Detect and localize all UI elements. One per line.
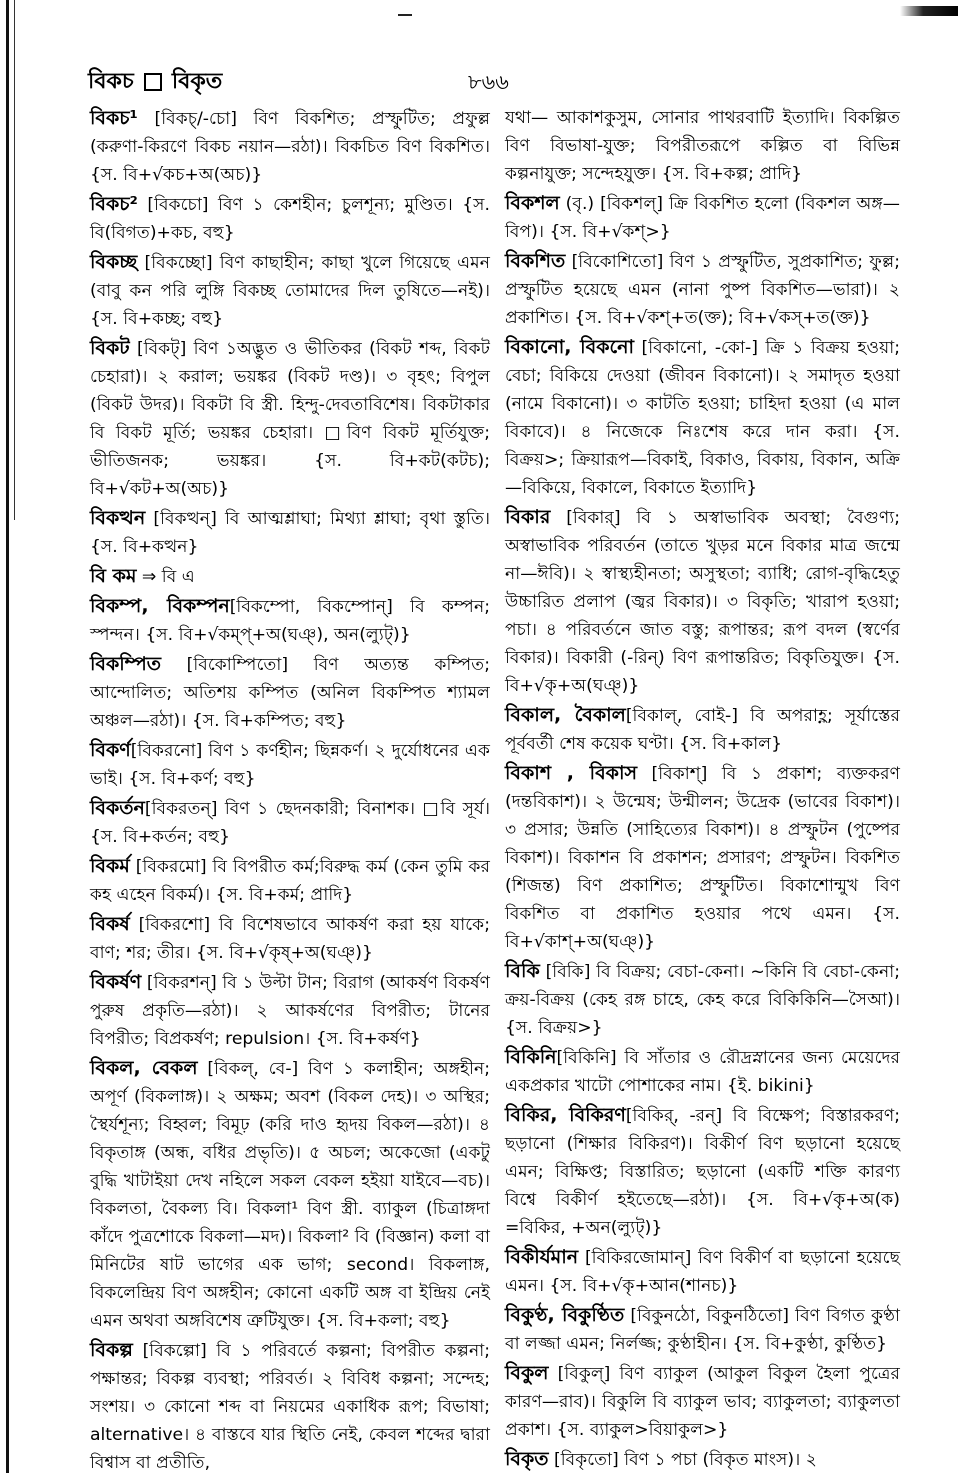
entry-definition: [বিকার্] বি ১ অস্বাভাবিক অবস্থা; বৈগুণ্য; অস্বাভাবিক পরিবর্তন (তাতে খুড়র মনে বিকার মাত্র জন্মে না—ঈবি)। ২ স্বাস্থ্যহীনতা; অসুস্থতা; ব্যাধি; রোগ-বৃদ্ধিহেতু উচ্চারিত প্রলাপ (জ্বর বিকার)। ৩ বিকৃতি; খারাপ হওয়া; পচা। ৪ পরিবর্তনে জাত বস্তু; রূপান্তর; রূপ বদল (স্বর্ণের বিকার)। বিকারী (-রিন্) বিণ রূপান্তরিত; বিকৃতিযুক্ত। {স. বি+√কৃ+অ(ঘঞ্)} <box>505 508 900 696</box>
guide-word-separator-box <box>144 73 162 91</box>
dictionary-entry <box>505 104 900 188</box>
dictionary-entry <box>90 1054 490 1335</box>
dictionary-entry <box>90 1336 490 1477</box>
entry-definition: [বিকরতন্] বিণ ১ ছেদনকারী; বিনাশক। □বি সূর্য। {স. বি+কর্তন; বহু} <box>90 799 490 847</box>
dictionary-entry <box>90 910 490 967</box>
entry-headword: বিকর্ষণ <box>90 971 142 993</box>
dictionary-entry <box>505 1043 900 1100</box>
entry-headword: বিকচ্ছ <box>90 251 138 273</box>
entry-headword: বিকার <box>505 506 551 528</box>
page-left-edge-shadow <box>6 0 9 1473</box>
entry-headword: বিকশল <box>505 192 560 214</box>
entry-definition: [বিকানো, -কো-] ক্রি ১ বিক্রয় হওয়া; বেচা; বিকিয়ে দেওয়া (জীবন বিকানো)। ২ সমাদৃত হওয়া (নামে বিকানো)। ৩ কাটতি হওয়া; চাহিদা হওয়া (এ মাল বিকাবে)। ৪ নিজেকে নিঃশেষ করে দান করা। {স. বিক্রয়>; ক্রিয়ারূপ—বিকাই, বিকাও, বিকায়, বিকান, অক্রি—বিকিয়ে, বিকালে, বিকাতে ইত্যাদি} <box>505 338 901 498</box>
entry-headword: বিকম্প, বিকম্পন <box>90 595 230 617</box>
dictionary-entry <box>505 1243 900 1300</box>
dictionary-entry <box>505 1445 900 1474</box>
running-head <box>88 64 222 101</box>
dictionary-entry <box>505 189 900 246</box>
page-left-edge-line <box>14 0 15 520</box>
entry-definition: [বিকম্পো, বিকম্পোন্] বি কম্পন; স্পন্দন। {স. বি+√কম্প্+অ(ঘঞ্), অন(ল্যুট্)} <box>90 597 490 645</box>
dictionary-entry <box>90 504 490 561</box>
dictionary-entry <box>505 759 900 956</box>
dictionary-entry <box>505 333 900 502</box>
entry-headword: বিকচ² <box>90 193 138 215</box>
entry-headword: বিকল, বেকল <box>90 1057 198 1079</box>
entry-headword: বিকির, বিকিরণ <box>505 1104 626 1126</box>
entry-definition: [বিকরনো] বিণ ১ কর্ণহীন; ছিন্নকর্ণ। ২ দুর্যোধনের এক ভাই। {স. বি+কর্ণ; বহু} <box>90 741 490 789</box>
dictionary-entry <box>90 104 490 189</box>
dictionary-entry <box>505 1359 900 1444</box>
page-top-edge-shadow <box>900 6 958 16</box>
entry-definition: [বিকচো] বিণ ১ কেশহীন; চুলশূন্য; মুণ্ডিত। {স. বি(বিগত)+কচ, বহু} <box>90 195 490 243</box>
entry-definition: [বিকিনি] বি সাঁতার ও রৌদ্রস্নানের জন্য মেয়েদের একপ্রকার খাটো পোশাকের নাম। {ই. bikini} <box>505 1048 900 1096</box>
entry-headword: বিকর্ম <box>90 855 130 877</box>
entry-definition: [বিকোম্পিতো] বিণ অত্যন্ত কম্পিত; আন্দোলিত; অতিশয় কম্পিত (অনিল বিকম্পিত শ্যামল অঞ্চল—রঠা)। {স. বি+কম্পিত; বহু} <box>90 655 490 731</box>
entry-definition: [বিকত্থন্] বি আত্মশ্লাঘা; মিথ্যা শ্লাঘা; বৃথা স্তুতি। {স. বি+কত্থন} <box>90 509 490 557</box>
entry-headword: বিকাল, বৈকাল <box>505 704 626 726</box>
entry-definition: ⇒ বি এ <box>136 567 195 587</box>
dictionary-entry <box>90 650 490 735</box>
dictionary-entry <box>505 503 900 700</box>
entry-headword: বিকীর্যমান <box>505 1246 579 1268</box>
entry-headword: বিকত্থন <box>90 507 146 529</box>
dictionary-entry <box>90 736 490 793</box>
entry-headword: বিকানো, বিকনো <box>505 336 634 358</box>
entry-headword: বিকট <box>90 337 130 359</box>
dictionary-entry <box>90 334 490 503</box>
entry-definition: [বিকল্পো] বি ১ পরিবর্তে কল্পনা; বিপরীত কল্পনা; পক্ষান্তর; বিকল্প ব্যবস্থা; পরিবর্ত। ২ বিবিধ কল্পনা; সন্দেহ; সংশয়। ৩ কোনো শব্দ বা নিয়মের একাধিক রূপ; বিভাষা; alternative। ৪ বাস্তবে যার স্থিতি নেই, কেবল শব্দের দ্বারা বিশ্বাস বা প্রতীতি, <box>90 1341 490 1473</box>
entry-headword: বিকুণ্ঠ, বিকুণ্ঠিত <box>505 1304 625 1326</box>
entry-definition: [বিকরমো] বি বিপরীত কর্ম;বিরুদ্ধ কর্ম (কেন তুমি কর কহ এহেন বিকর্ম)। {স. বি+কর্ম; প্রাদি} <box>90 857 490 905</box>
entry-definition: [বিকুল্] বিণ ব্যাকুল (আকুল বিকুল হৈলা পুত্রের কারণ—রাব)। বিকুলি বি ব্যাকুল ভাব; ব্যাকুলতা; ব্যাকুলতা প্রকাশ। {স. ব্যাকুল>বিয়াকুল>} <box>505 1364 900 1440</box>
dictionary-entry <box>90 190 490 247</box>
entry-headword: বিকর্ণ <box>90 739 131 761</box>
entry-definition: [বিকরশন্] বি ১ উল্টা টান; বিরাগ (আকর্ষণ বিকর্ষণ পুরুষ প্রকৃতি—রঠা)। ২ আকর্ষণের বিপরীত; টানের বিপরীত; বিপ্রকর্ষণ; repulsion। {স. বি+কর্ষণ} <box>90 973 490 1049</box>
left-column <box>90 104 490 1478</box>
entry-definition: [বিকচ্ছো] বিণ কাছাহীন; কাছা খুলে গিয়েছে এমন (বাবু কন পরি লুঙ্গি বিকচ্ছ তোমাদের দিল তুষিতে—নই)। {স. বি+কচ্ছ; বহু} <box>90 253 490 329</box>
entry-definition: (বৃ.) [বিকশল্] ক্রি বিকশিত হলো (বিকশল অঙ্গ—বিপ)। {স. বি+√কশ্>} <box>505 194 900 242</box>
dictionary-entry <box>90 562 490 591</box>
page-number: ৮৬৬ <box>468 70 509 94</box>
dictionary-entry <box>90 248 490 333</box>
entry-headword: বিকিনি <box>505 1046 557 1068</box>
entry-definition: [বিকল্, বে-] বিণ ১ কলাহীন; অঙ্গহীন; অপূর্ণ (বিকলাঙ্গ)। ২ অক্ষম; অবশ (বিকল দেহ)। ৩ অস্থির; স্থৈর্যশূন্য; বিহ্বল; বিমূঢ় (করি দাও হৃদয় বিকল—রঠা)। ৪ বিকৃতাঙ্গ (অন্ধ, বধির প্রভৃতি)। ৫ অচল; অকেজো (একটু বুদ্ধি খাটাইয়া দেখ নহিলে সকল বেকল হইয়া যাইবে—বচ)। বিকলতা, বৈকল্য বি। বিকলা¹ বিণ স্ত্রী. ব্যাকুল (চিত্রাঙ্গদা কাঁদে পুত্রশোকে বিকলা—মদ)। বিকলা² বি (বিজ্ঞান) কলা বা মিনিটের ষাট ভাগের এক ভাগ; second। বিকলাঙ্গ, বিকলেন্দ্রিয় বিণ অঙ্গহীন; কোনো একটি অঙ্গ বা ইন্দ্রিয় নেই এমন অথবা অঙ্গবিশেষ ত্রুটিযুক্ত। {স. বি+কলা; বহু} <box>90 1059 490 1331</box>
entry-headword: বিকর্তন <box>90 797 145 819</box>
entry-definition: [বিকোশিতো] বিণ ১ প্রস্ফুটিত, সুপ্রকাশিত; ফুল্ল; প্রস্ফুটিত হয়েছে এমন (নানা পুষ্প বিকশিত—ভারা)। ২ প্রকাশিত। {স. বি+√কশ্+ত(ক্ত); বি+√কস্+ত(ক্ত)} <box>505 252 900 328</box>
entry-headword: বিকি <box>505 960 540 982</box>
dictionary-entry <box>505 1301 900 1358</box>
entry-headword: বি কম <box>90 565 137 587</box>
entry-headword: বিকাশ , বিকাস <box>505 762 638 784</box>
dictionary-entry <box>90 968 490 1053</box>
entry-definition: [বিকাল্, বোই-] বি অপরাহ্ণ; সূর্যাস্তের পূর্ববর্তী শেষ কয়েক ঘণ্টা। {স. বি+কাল} <box>505 706 900 754</box>
entry-headword: বিকম্পিত <box>90 653 162 675</box>
entry-definition: [বিকুনঠো, বিকুনঠিতো] বিণ বিগত কুণ্ঠা বা লজ্জা এমন; নির্লজ্জ; কুণ্ঠাহীন। {স. বি+কুণ্ঠা, কুণ্ঠিত} <box>505 1306 900 1354</box>
page-header <box>88 64 908 94</box>
entry-headword: বিকর্ষ <box>90 913 130 935</box>
top-dash-mark <box>398 14 412 16</box>
entry-headword: বিকল্প <box>90 1339 133 1361</box>
entry-definition: [বিকিরজোমান্] বিণ বিকীর্ণ বা ছড়ানো হয়েছে এমন। {স. বি+√কৃ+আন(শানচ)} <box>505 1248 900 1296</box>
entry-definition: [বিকৃতো] বিণ ১ পচা (বিকৃত মাংস)। ২ <box>548 1450 817 1470</box>
entry-definition: [বিকাশ্] বি ১ প্রকাশ; ব্যক্তকরণ (দন্তবিকাশ)। ২ উন্মেষ; উন্মীলন; উদ্রেক (ভাবের বিকাশ)। ৩ প্রসার; উন্নতি (সাহিত্যের বিকাশ)। ৪ প্রস্ফুটন (পুষ্পের বিকাশ)। বিকাশন বি প্রকাশন; প্রসারণ; প্রস্ফুটন। বিকশিত (শিজন্ত) বিণ প্রকাশিত; প্রস্ফুটিত। বিকাশোন্মুখ বিণ বিকশিত বা প্রকাশিত হওয়ার পথে এমন। {স. বি+√কাশ্+অ(ঘঞ্)} <box>505 764 900 952</box>
entry-definition: [বিকট্] বিণ ১অদ্ভুত ও ভীতিকর (বিকট শব্দ, বিকট চেহারা)। ২ করাল; ভয়ঙ্কর (বিকট দণ্ড)। ৩ বৃহৎ; বিপুল (বিকট উদর)। বিকটা বি স্ত্রী. হিন্দু-দেবতাবিশেষ। বিকটাকার বি বিকট মূর্তি; ভয়ঙ্কর চেহারা। □বিণ বিকট মূর্তিযুক্ত; ভীতিজনক; ভয়ঙ্কর। {স. বি+কট(কটচ); বি+√কট+অ(অচ)} <box>90 339 490 499</box>
dictionary-entry <box>90 852 490 909</box>
entry-definition: যথা— আকাশকুসুম, সোনার পাথরবাটি ইত্যাদি। বিকল্পিত বিণ বিভাষা-যুক্ত; বিপরীতরূপে কল্পিত বা বিভিন্ন কল্পনাযুক্ত; সন্দেহযুক্ত। {স. বি+কল্প; প্রাদি} <box>505 108 900 184</box>
dictionary-entry <box>505 1101 900 1242</box>
entry-headword: বিকুল <box>505 1362 549 1384</box>
dictionary-entry <box>505 247 900 332</box>
entry-headword: বিকচ¹ <box>90 107 138 129</box>
first-guide-word: বিকচ <box>88 69 134 94</box>
right-column <box>505 104 900 1475</box>
entry-definition: [বিকচ্/-চো] বিণ বিকশিত; প্রস্ফুটিত; প্রফুল্ল (করুণা-কিরণে বিকচ নয়ান—রঠা)। বিকচিত বিণ বিকশিত। {স. বি+√কচ+অ(অচ)} <box>90 109 490 185</box>
entry-definition: [বিকি] বি বিক্রয়; বেচা-কেনা। ~কিনি বি বেচা-কেনা; ক্রয়-বিক্রয় (কেহ রঙ্গ চাহে, কেহ করে বিকিকিনি—সৈআ)। {স. বিক্রয়>} <box>505 962 900 1038</box>
dictionary-entry <box>505 701 900 758</box>
entry-headword: বিকৃত <box>505 1448 549 1470</box>
dictionary-entry <box>90 794 490 851</box>
entry-definition: [বিকরশো] বি বিশেষভাবে আকর্ষণ করা হয় যাকে; বাণ; শর; তীর। {স. বি+√কৃষ্+অ(ঘঞ্)} <box>90 915 490 963</box>
dictionary-entry <box>90 592 490 649</box>
entry-headword: বিকশিত <box>505 250 566 272</box>
last-guide-word: বিকৃত <box>171 69 223 94</box>
dictionary-entry <box>505 957 900 1042</box>
entry-definition: [বিকির্, -রন্] বি বিক্ষেপ; বিস্তারকরণ; ছড়ানো (শিক্ষার বিকিরণ)। বিকীর্ণ বিণ ছড়ানো হয়েছে এমন; বিক্ষিপ্ত; বিস্তারিত; ছড়ানো (একটি শক্তি কারণ্য বিশ্বে বিকীর্ণ হইতেছে—রঠা)। {স. বি+√কৃ+অ(ক) =বিকির, +অন(ল্যুট্)} <box>505 1106 900 1238</box>
